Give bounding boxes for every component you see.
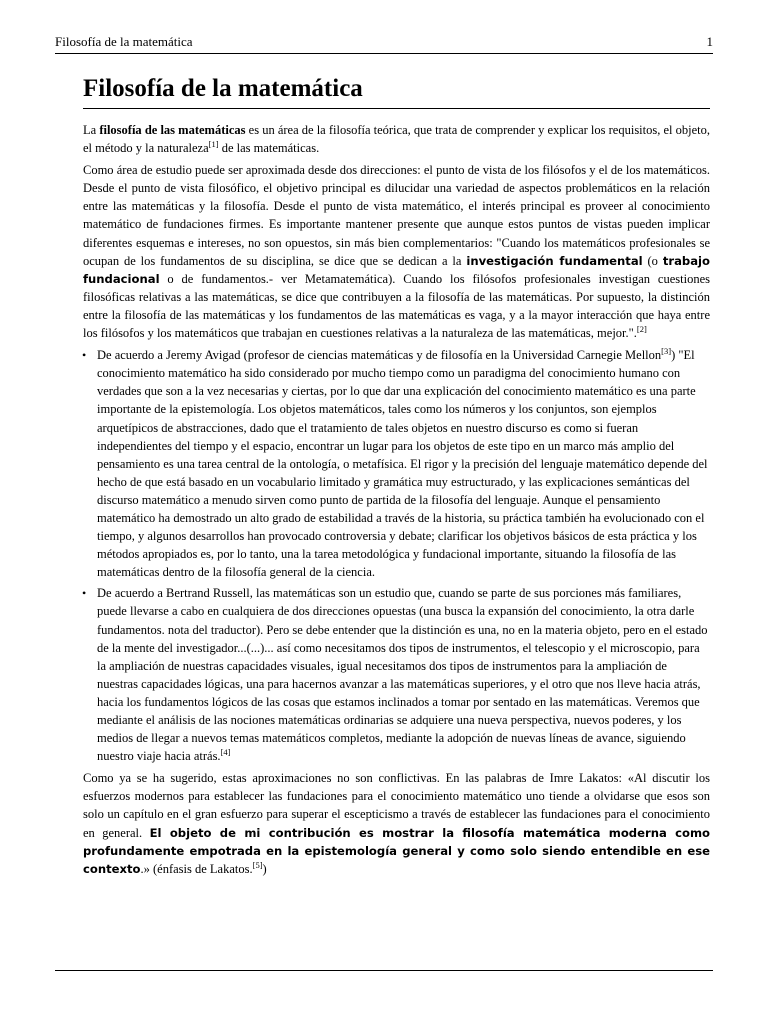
ref-link-1[interactable]: [1]: [208, 139, 219, 150]
lakatos-text-3: ): [262, 861, 267, 876]
intro-text-2: es un área de la filosofía teórica, que trata de comprender y explicar los requisitos, el objeto, el método y la naturaleza: [83, 123, 711, 156]
approach-text: Como área de estudio puede ser aproximada desde dos direcciones: el punto de vista de los filósofos y el de los matemáticos. Desde el punto de vista filosófico, el objetivo principal es dilucidar una variedad de aspectos problemáticos en la relación entre las matemáticas y la filosofía. Desde el punto de vista matemático, el interés principal es proveer al conocimiento matemático de fundaciones firmes. Es importante mantener presente que aunque estos puntos de vistas pueden implicar diferentes esquemas e intereses, no son opuestos, sin más bien complementarios: "Cuando los matemáticos profesionales se ocupan de los fundamentos de su disciplina, se dice que se dedican a la: [83, 163, 710, 268]
article-body: [83, 74, 710, 882]
term-trabajo: trabajo fundacional: [83, 253, 710, 286]
russell-text: De acuerdo a Bertrand Russell, las matemáticas son un estudio que, cuando se parte de sus porciones más familiares, puede llevarse a cabo en cualquiera de dos direcciones opuestas (una busca la expansión del conocimiento, la otra darle fundamentos. nota del traductor). Pero se debe entender que la distinción es una, no en la materia objeto, pero en el estado de la mente del investigador...(...)... así como necesitamos dos tipos de instrumentos, el telescopio y el microscopio, para la ampliación de nuestras capacidades visuales, igual necesitamos dos tipos de instrumentos para la ampliación de nuestras capacidades lógicas, una para hacernos avanzar a las matemáticas superiores, y el otro que nos lleve hacia atrás, hacia los fundamentos lógicos de las cosas que estamos inclinados a tomar por sentado en las matemáticas. Veremos que mediante el análisis de las nociones matemáticas ordinarias se adquiere una nueva perspectiva, nuevos poderes, y los medios de llegar a nuevos temas matemáticos completos, mediante la adopción de nuevas líneas de avance, siguiendo nuestro viaje hacia atrás.: [97, 586, 708, 764]
ref-link-5[interactable]: [5]: [252, 859, 263, 870]
lakatos-emphasis: El objeto de mi contribución es mostrar la filosofía matemática moderna como profundamente empotrada en la epistemología general y como solo siendo entendible en ese contexto: [83, 825, 711, 876]
approach-text-2: (o: [642, 253, 663, 268]
lakatos-paragraph: [83, 769, 710, 878]
list-item-russell: [97, 584, 710, 765]
intro-term: filosofía de las matemáticas: [99, 123, 246, 137]
lakatos-text-2: .» (énfasis de Lakatos.: [140, 861, 253, 876]
avigad-text-2: ) "El conocimiento matemático ha sido considerado por mucho tiempo como un paradigma del conocimiento humano con verdades que son a la vez necesarias y ciertas, por lo que dar una explicación del conocimiento matemático es una parte importante de la epistemología. Los objetos matemáticos, tales como los números y los conjuntos, son ejemplos arquetípicos de abstracciones, dado que el tratamiento de tales objetos en nuestro discurso es como si fueran independientes del tiempo y el espacio, encontrar un lugar para los objetos de este tipo en un marco más amplio del pensamiento es una tarea central de la ontología, o metafísica. El rigor y la precisión del lenguaje matemático depende del hecho de que está basado en un vocabulario limitado y gramática muy estructurado, y las explicaciones semánticas del discurso matemático a menudo sirven como punto de partida de la filosofía del lenguaje. Aunque el pensamiento matemático ha demostrado un alto grado de estabilidad a través de la historia, su práctica también ha evolucionado con el tiempo, y algunos desarrollos han provocado controversia y debate; clarificar los objetivos básicos de esta práctica y los métodos apropiados es, por lo tanto, una la tarea metodológica y fundacional importante, situando la filosofía de las matemáticas dentro de la filosofía general de la ciencia.: [97, 348, 708, 580]
approach-paragraph: [83, 161, 710, 342]
views-list: [83, 346, 710, 765]
header-title: Filosofía de la matemática: [55, 34, 193, 49]
term-investigacion: investigación fundamental: [466, 253, 643, 268]
article-title: Filosofía de la matemática: [83, 74, 710, 109]
approach-text-3: o de fundamentos.- ver Metamatemática). Cuando los filósofos profesionales investigan cuestiones filosóficas relativas a las matemáticas, se dice que contribuyen a la filosofía de las matemáticas. Por supuesto, la distinción entre la filosofía de las matemáticas y los fundamentos de las matemáticas es vaga, y a la mayor interacción que haya entre los filósofos y los matemáticos que trabajan en cuestiones relativas a la naturaleza de las matemáticas, mejor.".: [83, 271, 710, 341]
lakatos-text: Como ya se ha sugerido, estas aproximaciones no son conflictivas. En las palabras de Imre Lakatos: «Al discutir los esfuerzos modernos para establecer las fundaciones para el conocimiento matemático uno tiende a olvidarse que esos son solo un capítulo en el gran esfuerzo para superar el escepticismo a través de establecer las fundaciones para el conocimiento en general.: [83, 771, 710, 840]
running-header: [55, 34, 713, 54]
avigad-text: De acuerdo a Jeremy Avigad (profesor de ciencias matemáticas y de filosofía en la Universidad Carnegie Mellon: [97, 348, 662, 363]
page-number: 1: [706, 34, 713, 49]
list-item-avigad: [97, 346, 710, 581]
ref-link-2[interactable]: [2]: [636, 324, 647, 335]
intro-text-3: de las matemáticas.: [218, 141, 320, 156]
intro-text: La: [83, 123, 100, 137]
footer-rule: [55, 970, 713, 971]
ref-link-3[interactable]: [3]: [661, 346, 672, 357]
intro-paragraph: [83, 121, 710, 157]
ref-link-4[interactable]: [4]: [220, 747, 231, 758]
